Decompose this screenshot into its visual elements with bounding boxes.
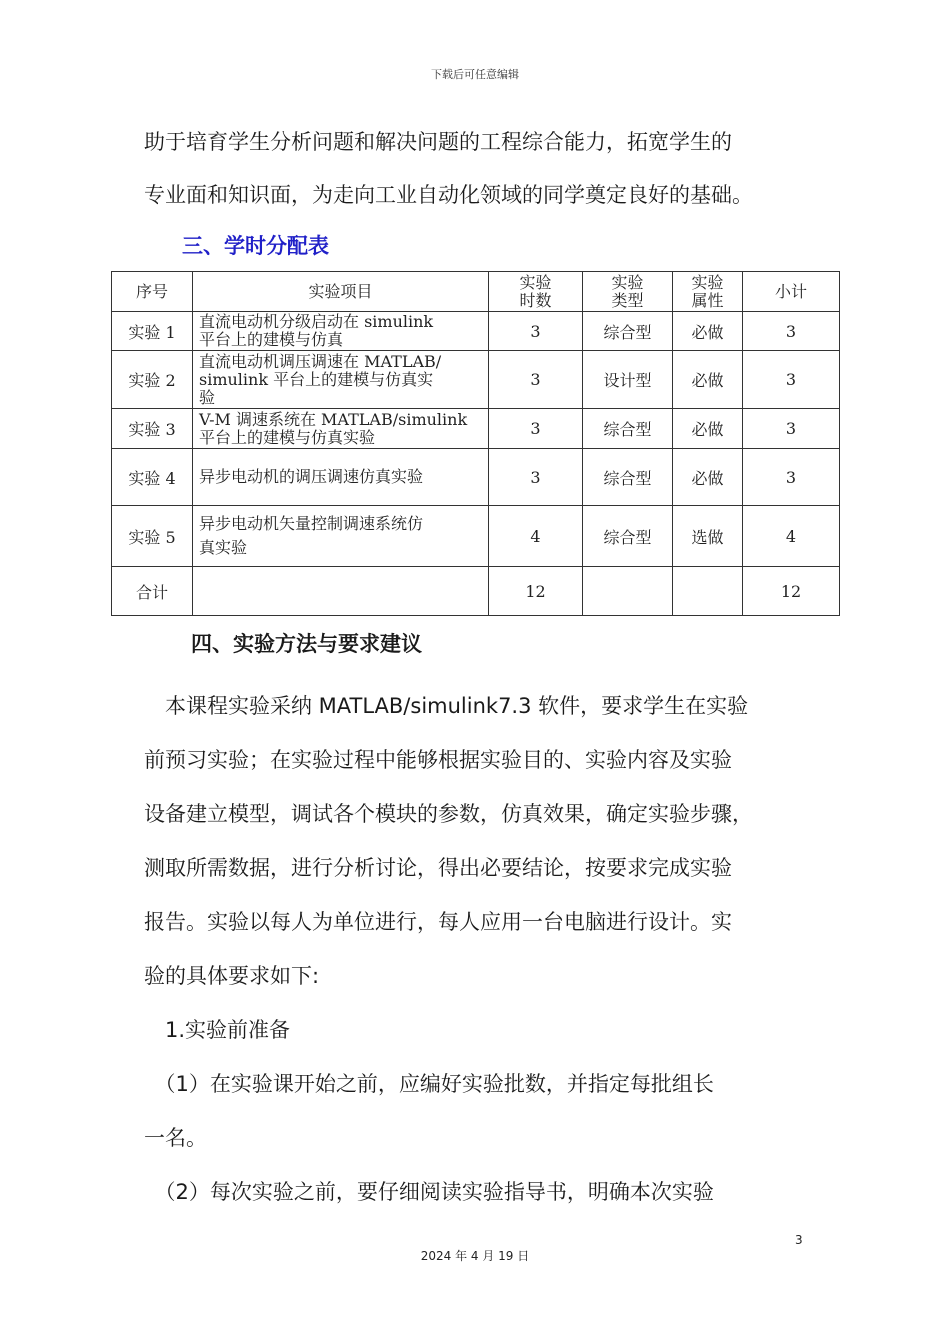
cell-attr: 必做 (673, 409, 743, 449)
cell-no: 实验 4 (112, 449, 193, 506)
section-title-method: 四、实验方法与要求建议 (191, 632, 422, 656)
hours-allocation-table (111, 271, 840, 616)
table-header-row (112, 272, 840, 312)
cell-subtotal: 3 (743, 312, 840, 351)
cell-type: 综合型 (583, 506, 673, 567)
cell-attr: 选做 (673, 506, 743, 567)
cell-hours: 3 (489, 449, 583, 506)
body-line: 测取所需数据，进行分析讨论，得出必要结论，按要求完成实验 (144, 856, 732, 880)
cell-no: 实验 2 (112, 351, 193, 409)
cell-item: 直流电动机分级启动在 simulink 平台上的建模与仿真 (193, 312, 489, 351)
cell-type: 设计型 (583, 351, 673, 409)
cell-attr: 必做 (673, 449, 743, 506)
header-subtotal: 小计 (743, 272, 840, 312)
cell-subtotal: 12 (743, 567, 840, 616)
header-no: 序号 (112, 272, 193, 312)
cell-hours: 3 (489, 351, 583, 409)
header-hours: 实验 时数 (489, 272, 583, 312)
footer-date: 2024 年 4 月 19 日 (420, 1249, 530, 1263)
body-line: 1.实验前准备 (144, 1018, 291, 1042)
cell-type: 综合型 (583, 409, 673, 449)
cell-hours: 4 (489, 506, 583, 567)
cell-no: 实验 5 (112, 506, 193, 567)
body-line: 前预习实验；在实验过程中能够根据实验目的、实验内容及实验 (144, 748, 732, 772)
cell-type (583, 567, 673, 616)
cell-subtotal: 3 (743, 351, 840, 409)
table-row (112, 312, 840, 351)
header-attr: 实验 属性 (673, 272, 743, 312)
cell-hours: 12 (489, 567, 583, 616)
cell-item: 直流电动机调压调速在 MATLAB/ simulink 平台上的建模与仿真实 验 (193, 351, 489, 409)
cell-attr: 必做 (673, 351, 743, 409)
cell-no: 合计 (112, 567, 193, 616)
body-line: 验的具体要求如下: (144, 964, 320, 988)
table-row (112, 351, 840, 409)
intro-line: 助于培育学生分析问题和解决问题的工程综合能力，拓宽学生的 (144, 130, 732, 154)
cell-item: 异步电动机矢量控制调速系统仿 真实验 (193, 506, 489, 567)
cell-subtotal: 3 (743, 449, 840, 506)
body-line: 本课程实验采纳 MATLAB/simulink7.3 软件，要求学生在实验 (144, 694, 749, 718)
body-line: 报告。实验以每人为单位进行，每人应用一台电脑进行设计。实 (144, 910, 732, 934)
page-number: 3 (795, 1233, 803, 1247)
header-type: 实验 类型 (583, 272, 673, 312)
table-row (112, 449, 840, 506)
table-row (112, 409, 840, 449)
cell-type: 综合型 (583, 449, 673, 506)
body-line: （2）每次实验之前，要仔细阅读实验指导书，明确本次实验 (144, 1180, 714, 1204)
body-line: 设备建立模型，调试各个模块的参数，仿真效果，确定实验步骤， (144, 802, 753, 826)
cell-item: 异步电动机的调压调速仿真实验 (193, 449, 489, 506)
cell-item (193, 567, 489, 616)
cell-no: 实验 1 (112, 312, 193, 351)
cell-subtotal: 3 (743, 409, 840, 449)
cell-hours: 3 (489, 409, 583, 449)
body-line: 一名。 (144, 1126, 207, 1150)
table-total-row (112, 567, 840, 616)
cell-hours: 3 (489, 312, 583, 351)
table-row (112, 506, 840, 567)
section-title-hours: 三、学时分配表 (182, 234, 329, 258)
cell-subtotal: 4 (743, 506, 840, 567)
cell-type: 综合型 (583, 312, 673, 351)
intro-line: 专业面和知识面，为走向工业自动化领域的同学奠定良好的基础。 (144, 183, 753, 207)
cell-no: 实验 3 (112, 409, 193, 449)
cell-attr (673, 567, 743, 616)
cell-item: V-M 调速系统在 MATLAB/simulink 平台上的建模与仿真实验 (193, 409, 489, 449)
header-note: 下载后可任意编辑 (431, 68, 519, 81)
cell-attr: 必做 (673, 312, 743, 351)
body-line: （1）在实验课开始之前，应编好实验批数，并指定每批组长 (144, 1072, 714, 1096)
header-item: 实验项目 (193, 272, 489, 312)
